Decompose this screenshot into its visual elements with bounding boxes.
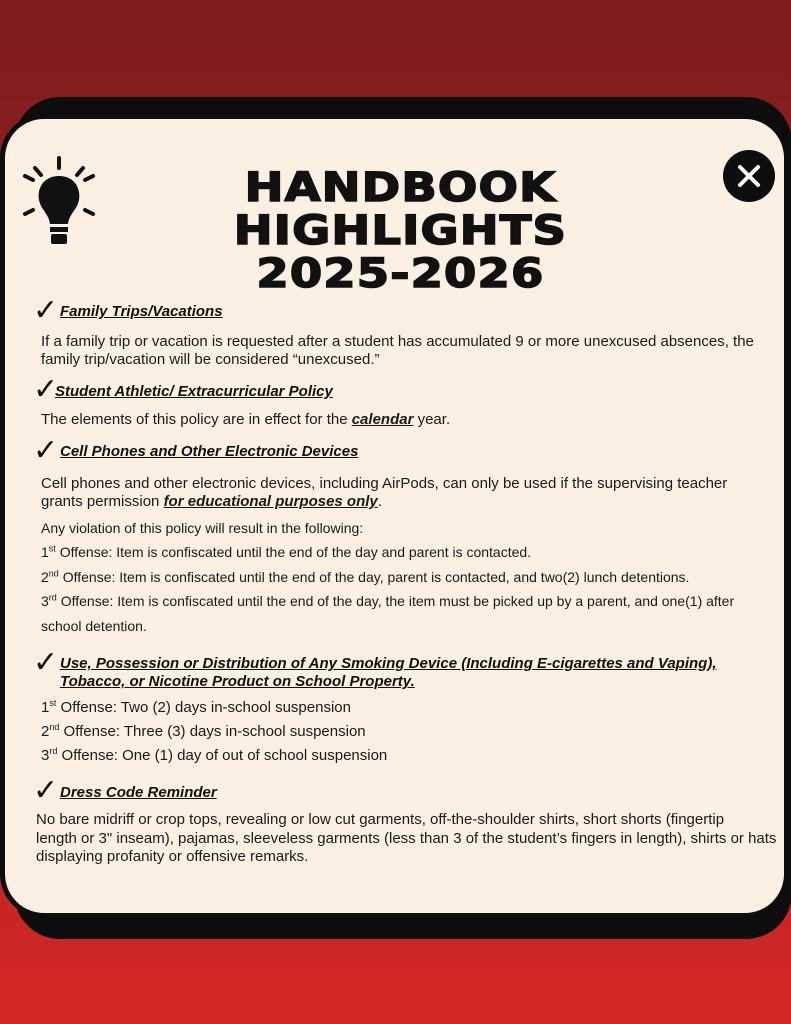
offense-number: 2 bbox=[41, 569, 49, 585]
dress-code-line-1: No bare midriff or crop tops, revealing or low cut garments, off-the-shoulder shirts, short shorts (fingertip bbox=[36, 811, 725, 828]
cell-phones-violation: Any violation of this policy will result in the following: bbox=[41, 520, 364, 536]
offense-text: Offense: One (1) day of out of school suspension bbox=[57, 747, 388, 764]
cell-offense-1 bbox=[41, 543, 531, 561]
checkmark-icon: ✓ bbox=[33, 773, 59, 808]
checkmark-icon: ✓ bbox=[33, 433, 59, 468]
checkmark-icon: ✓ bbox=[33, 645, 59, 680]
offense-text: Offense: Item is confiscated until the end of the day, parent is contacted, and two(2) lunch detentions. bbox=[58, 569, 690, 585]
cell-offense-3-continued: school detention. bbox=[41, 618, 147, 634]
cell-phones-line-2-pre: grants permission bbox=[41, 493, 164, 510]
offense-ordinal: st bbox=[48, 543, 56, 554]
offense-text: Offense: Item is confiscated until the end of the day, the item must be picked up by a parent, and one(1) after bbox=[56, 593, 735, 609]
cell-phones-line-2 bbox=[41, 493, 382, 511]
title-line-2: HIGHLIGHTS bbox=[233, 208, 568, 254]
title-line-1: HANDBOOK bbox=[244, 165, 557, 211]
athletic-text-emphasis: calendar bbox=[351, 411, 414, 428]
athletic-text-pre: The elements of this policy are in effect for the bbox=[41, 411, 352, 428]
offense-number: 3 bbox=[41, 747, 50, 764]
dress-code-line-2: length or 3" inseam), pajamas, sleeveless garments (less than 3 of the student’s fingers in length), shirts or hats bbox=[36, 830, 777, 847]
smoking-offense-1 bbox=[41, 699, 351, 717]
offense-number: 2 bbox=[41, 723, 50, 740]
family-trips-line-2: family trip/vacation will be considered “unexcused.” bbox=[41, 351, 380, 368]
checkmark-icon: ✓ bbox=[33, 372, 59, 407]
family-trips-line-1: If a family trip or vacation is requested after a student has accumulated 9 or more unexcused absences, the bbox=[41, 333, 754, 350]
cell-offense-2 bbox=[41, 568, 689, 586]
section-heading-dress-code: Dress Code Reminder bbox=[60, 784, 217, 801]
offense-ordinal: rd bbox=[48, 592, 57, 603]
offense-ordinal: st bbox=[49, 698, 57, 708]
section-heading-athletic: Student Athletic/ Extracurricular Policy bbox=[55, 383, 333, 400]
cell-offense-3 bbox=[41, 592, 734, 610]
title-line-3: 2025-2026 bbox=[256, 251, 545, 297]
section-heading-cell-phones: Cell Phones and Other Electronic Devices bbox=[60, 443, 359, 460]
offense-number: 3 bbox=[41, 593, 49, 609]
dress-code-line-3: displaying profanity or offensive remarks. bbox=[36, 848, 309, 865]
offense-ordinal: nd bbox=[48, 568, 59, 579]
handbook-card bbox=[0, 114, 789, 918]
athletic-text-post: year. bbox=[413, 411, 451, 428]
cell-phones-line-2-post: . bbox=[377, 493, 382, 510]
offense-text: Offense: Two (2) days in-school suspension bbox=[56, 699, 351, 716]
offense-ordinal: nd bbox=[49, 722, 60, 732]
athletic-text bbox=[41, 411, 450, 429]
offense-text: Offense: Three (3) days in-school suspension bbox=[59, 723, 366, 740]
offense-ordinal: rd bbox=[49, 746, 58, 756]
section-heading-family-trips: Family Trips/Vacations bbox=[60, 303, 223, 320]
smoking-offense-3 bbox=[41, 747, 387, 765]
section-heading-smoking-line-1: Use, Possession or Distribution of Any Smoking Device (Including E-cigarettes and Vaping), bbox=[60, 655, 717, 672]
offense-text: Offense: Item is confiscated until the end of the day and parent is contacted. bbox=[55, 544, 532, 560]
smoking-offense-2 bbox=[41, 723, 366, 741]
cell-phones-emphasis: for educational purposes only bbox=[163, 493, 378, 510]
offense-number: 1 bbox=[41, 544, 49, 560]
cell-phones-line-1: Cell phones and other electronic devices, including AirPods, can only be used if the supervising teacher bbox=[41, 475, 728, 492]
offense-number: 1 bbox=[41, 699, 50, 716]
checkmark-icon: ✓ bbox=[33, 293, 59, 328]
page-title bbox=[0, 167, 789, 296]
section-heading-smoking-line-2: Tobacco, or Nicotine Product on School Property. bbox=[60, 673, 415, 690]
